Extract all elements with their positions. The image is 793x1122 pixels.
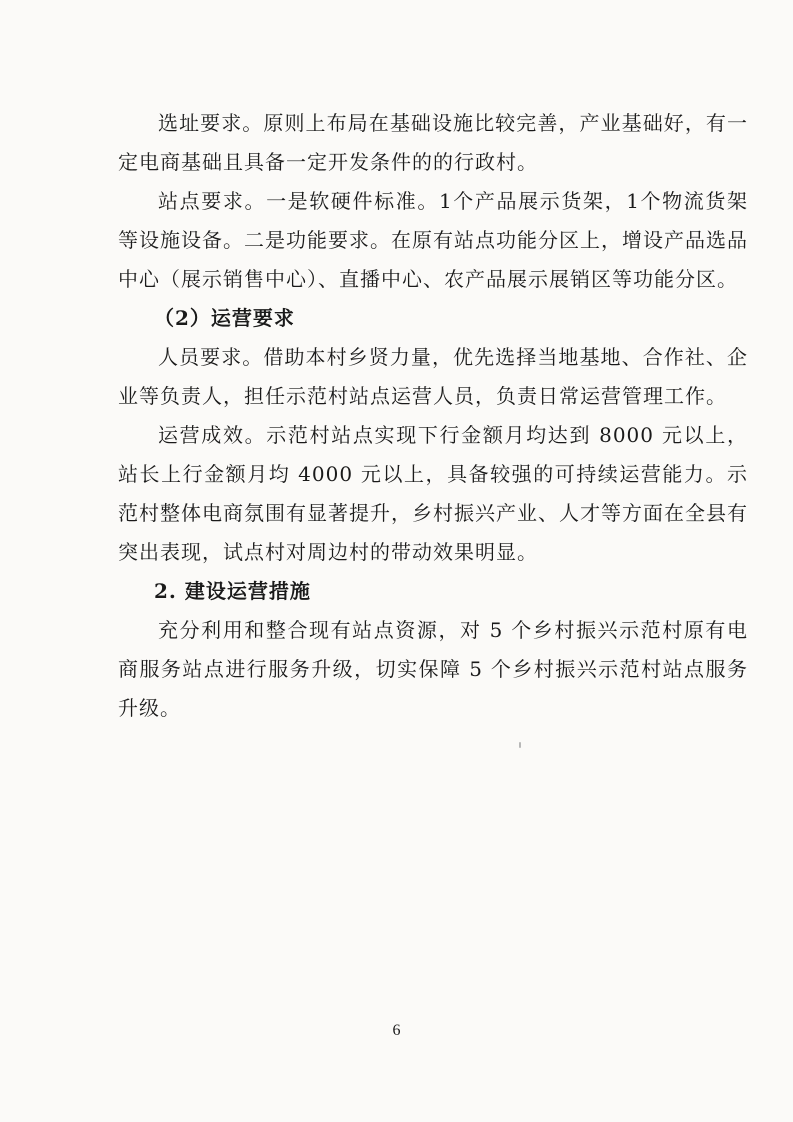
page-number: 6 (392, 1022, 401, 1039)
paragraph-site-requirements: 站点要求。一是软硬件标准。1个产品展示货架，1个物流货架等设施设备。二是功能要求。在原有站点功能分区上，增设产品选品中心（展示销售中心）、直播中心、农产品展示展销区等功能分区。 (118, 189, 748, 291)
paragraph-resource-integration: 充分利用和整合现有站点资源，对 5 个乡村振兴示范村原有电商服务站点进行服务升级，切实保障 5 个乡村振兴示范村站点服务升级。 (118, 618, 748, 720)
paragraph-site-selection: 选址要求。原则上布局在基础设施比较完善，产业基础好，有一定电商基础且具备一定开发条件的的行政村。 (118, 111, 748, 174)
paragraph-staff-requirements: 人员要求。借助本村乡贤力量，优先选择当地基地、合作社、企业等负责人，担任示范村站点运营人员，负责日常运营管理工作。 (118, 345, 748, 408)
heading-construction-measures: 2. 建设运营措施 (154, 579, 311, 603)
document-body (118, 104, 748, 728)
paragraph-operation-results: 运营成效。示范村站点实现下行金额月均达到 8000 元以上，站长上行金额月均 4000 元以上，具备较强的可持续运营能力。示范村整体电商氛围有显著提升，乡村振兴产业、人才等方面在全县有突出表现，试点村对周边村的带动效果明显。 (118, 423, 748, 564)
scan-speck (519, 742, 521, 748)
heading-operation-requirements: （2）运营要求 (154, 306, 295, 330)
